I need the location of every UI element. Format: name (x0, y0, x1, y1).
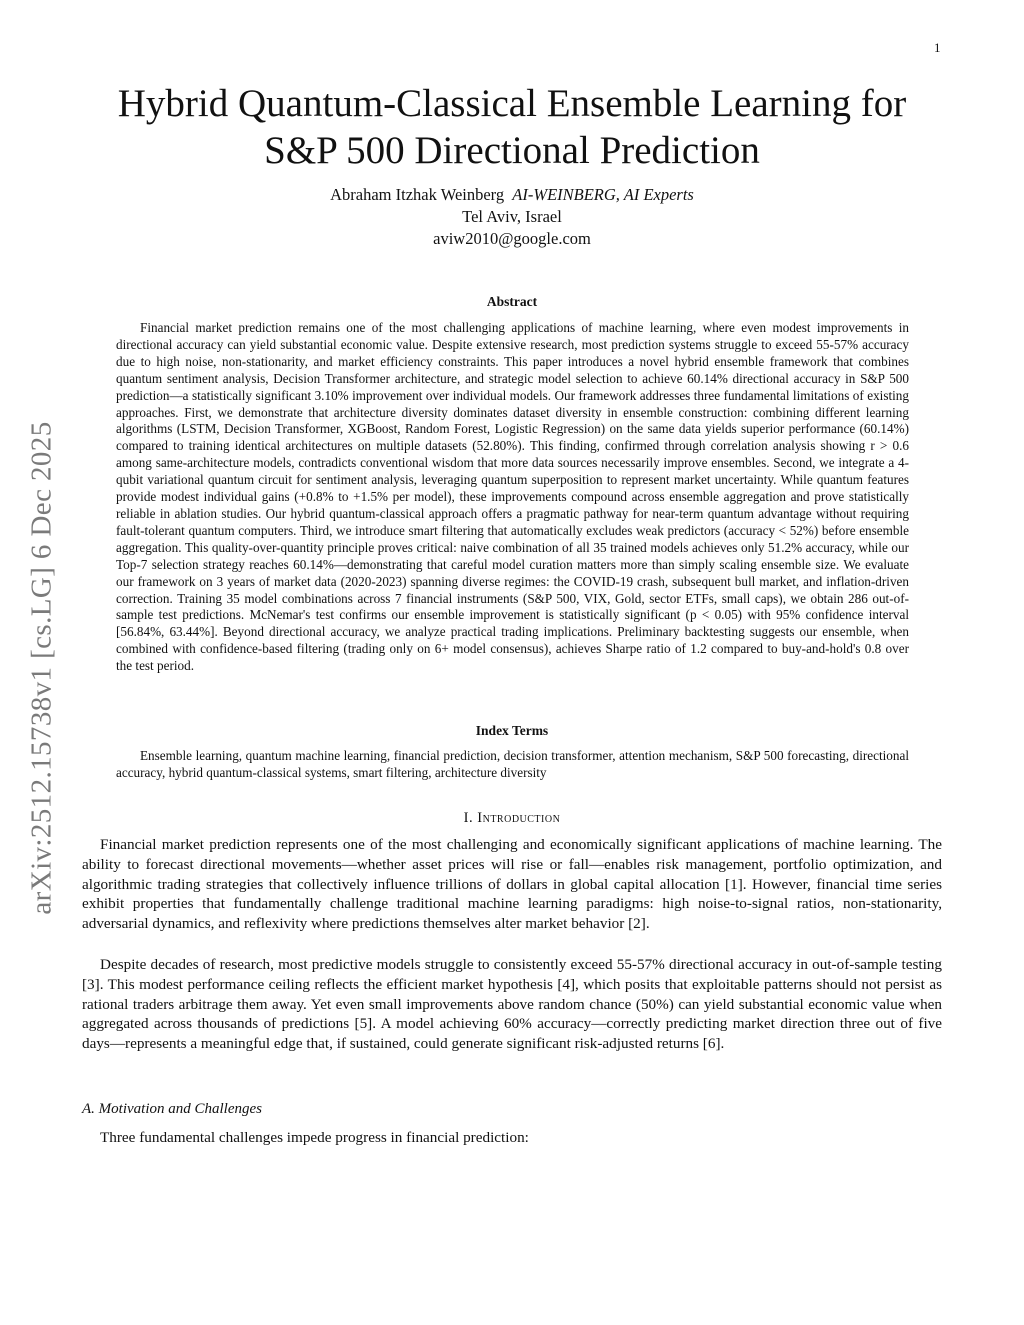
page-number: 1 (934, 40, 941, 55)
subsection-heading-motivation: A. Motivation and Challenges (82, 1101, 262, 1117)
paper-title (82, 80, 942, 174)
paper-title-line-1: Hybrid Quantum-Classical Ensemble Learning for (117, 82, 907, 125)
introduction-paragraph-2: Despite decades of research, most predictive models struggle to consistently exceed 55-57% directional accuracy in out-of-sample testing [3]. This modest performance ceiling reflects the efficient market hypothesis [4], which posits that exploitable patterns should not persist as rational traders arbitrage them away. Yet even small improvements above random chance (50%) can yield substantial economic value when aggregated across thousands of predictions [5]. A model achieving 60% accuracy—correctly predicting market direction three out of five days—represents a meaningful edge that, if sustained, could generate significant risk-adjusted returns [6]. (82, 956, 942, 1053)
section-heading-introduction (82, 810, 942, 827)
arxiv-identifier-stamp: arXiv:2512.15738v1 [cs.LG] 6 Dec 2025 (25, 421, 58, 915)
paper-title-line-2: S&P 500 Directional Prediction (264, 129, 760, 172)
section-number: I. (463, 810, 474, 826)
author-line (82, 184, 942, 206)
author-block (82, 184, 942, 250)
abstract-text: Financial market prediction remains one of the most challenging applications of machine learning, where even modest improvements in directional accuracy can yield substantial economic value. Despite extensive research, most prediction systems struggle to exceed 55-57% accuracy due to high noise, non-stationarity, and market efficiency constraints. This paper introduces a novel hybrid ensemble framework that combines quantum sentiment analysis, Decision Transformer architecture, and strategic model selection to achieve 60.14% directional accuracy in S&P 500 prediction—a statistically significant 3.10% improvement over individual models. Our framework addresses three fundamental limitations of existing approaches. First, we demonstrate that architecture diversity dominates dataset diversity in ensemble construction: combining different learning algorithms (LSTM, Decision Transformer, XGBoost, Random Forest, Logistic Regression) on the same data yields superior performance (60.14%) compared to training identical architectures on multiple datasets (52.80%). This finding, confirmed through correlation analysis showing r > 0.6 among same-architecture models, contradicts conventional wisdom that more data sources necessarily improve ensembles. Second, we integrate a 4-qubit variational quantum circuit for sentiment analysis, leveraging quantum superposition to represent market uncertainty. While quantum features provide modest individual gains (+0.8% to +1.5% per model), these improvements compound across ensemble aggregation and prove statistically reliable in ablation studies. Our hybrid quantum-classical approach offers a pragmatic pathway for near-term quantum advantage without requiring fault-tolerant quantum computers. Third, we introduce smart filtering that automatically excludes weak predictors (accuracy < 52%) before ensemble aggregation. This quality-over-quantity principle proves critical: naive combination of all 35 trained models achieves only 51.2% accuracy, while our Top-7 selection strategy reaches 60.14%—demonstrating that careful model curation matters more than simply scaling ensemble size. We evaluate our framework on 3 years of market data (2020-2023) spanning diverse regimes: the COVID-19 crash, subsequent bull market, and inflation-driven correction. Training 35 model combinations across 7 financial instruments (S&P 500, VIX, Gold, sector ETFs, small caps), we obtain 286 out-of-sample test predictions. McNemar's test confirms our ensemble improvement is statistically significant (p < 0.05) with 95% confidence interval [56.84%, 63.44%]. Beyond directional accuracy, we analyze practical trading implications. Preliminary backtesting suggests our ensemble, when combined with confidence-based filtering (trading only on 6+ model consensus), achieves Sharpe ratio of 1.2 compared to buy-and-hold's 0.8 over the test period. (116, 320, 909, 674)
author-location: Tel Aviv, Israel (462, 207, 562, 226)
author-name: Abraham Itzhak Weinberg (330, 185, 505, 204)
motivation-paragraph-1: Three fundamental challenges impede progress in financial prediction: (100, 1129, 529, 1146)
index-terms-text: Ensemble learning, quantum machine learning, financial prediction, decision transformer, attention mechanism, S&P 500 forecasting, directional accuracy, hybrid quantum-classical systems, smart filtering, architecture diversity (116, 748, 909, 780)
author-email: aviw2010@google.com (433, 229, 591, 248)
section-title: Introduction (477, 810, 561, 826)
index-terms-heading: Index Terms (475, 723, 549, 738)
author-affiliation: AI-WEINBERG, AI Experts (512, 185, 694, 204)
abstract-heading: Abstract (486, 294, 538, 309)
introduction-paragraph-1: Financial market prediction represents one of the most challenging and economically significant applications of machine learning. The ability to forecast directional movements—whether asset prices will rise or fall—enables risk management, portfolio optimization, and algorithmic trading strategies that collectively influence trillions of dollars in global capital allocation [1]. However, financial time series exhibit properties that fundamentally challenge traditional machine learning paradigms: high noise-to-signal ratios, non-stationarity, adversarial dynamics, and reflexivity where predictions themselves alter market behavior [2]. (82, 836, 942, 933)
